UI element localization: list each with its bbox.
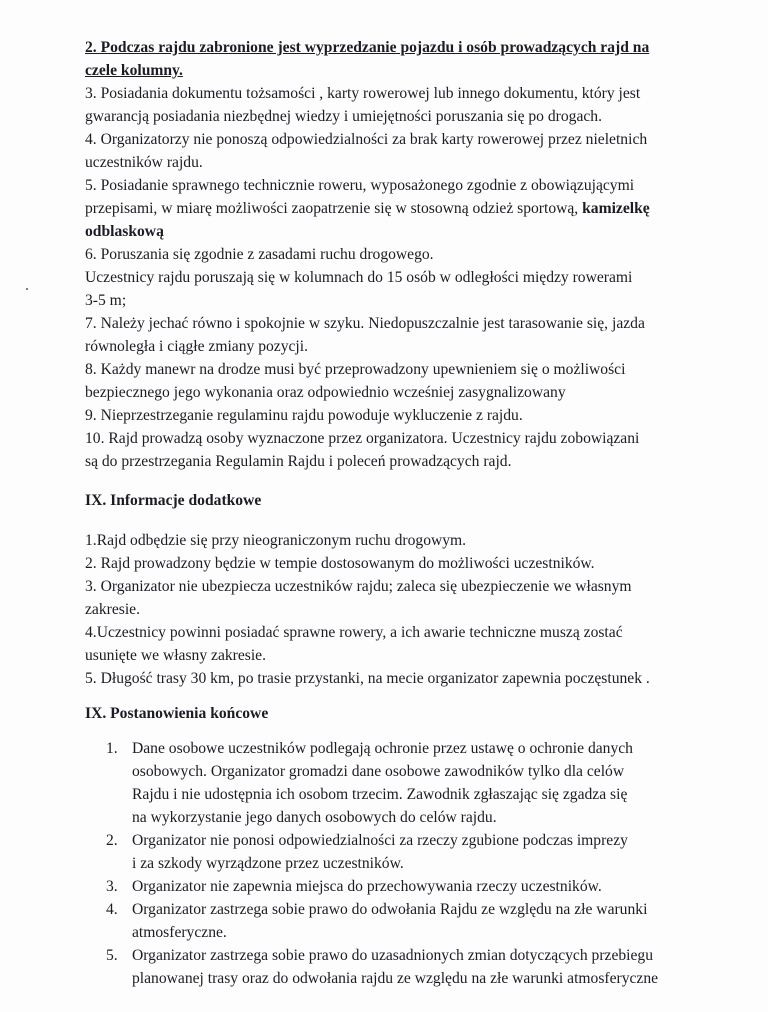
info-line: 3. Organizator nie ubezpiecza uczestników rajdu; zaleca się ubezpieczenie we własnym [85, 578, 632, 595]
rule-line: 3-5 m; [85, 292, 127, 309]
scan-speck [26, 288, 28, 290]
info-line: zakresie. [85, 601, 140, 618]
final-item-1 [85, 737, 710, 829]
info-line: 1.Rajd odbędzie się przy nieograniczonym ruchu drogowym. [85, 532, 467, 549]
rule-text: przepisami, w miarę możliwości zaopatrzenie się w stosowną odzież sportową, [85, 200, 583, 217]
rule-bold-text: kamizelkę [582, 200, 650, 217]
final-line: na wykorzystanie jego danych osobowych do celów rajdu. [132, 809, 497, 826]
info-item [85, 529, 710, 552]
rule-line: gwarancją posiadania niezbędnej wiedzy i umiejętności poruszania się po drogach. [85, 108, 602, 125]
final-line: osobowych. Organizator gromadzi dane osobowe zawodników tylko dla celów [132, 763, 625, 780]
info-item [85, 667, 710, 690]
list-number: 3. [106, 878, 118, 895]
rule-line: 4. Organizatorzy nie ponoszą odpowiedzialności za brak karty rowerowej przez nieletnich [85, 131, 648, 148]
final-line: Dane osobowe uczestników podlegają ochronie przez ustawę o ochronie danych [132, 740, 633, 757]
rule-line [85, 197, 710, 220]
rule-9 [85, 404, 710, 427]
document-content [85, 36, 710, 990]
list-number: 2. [106, 832, 118, 849]
rule-5 [85, 174, 710, 243]
final-item-4 [85, 898, 710, 944]
info-item [85, 552, 710, 575]
rule-2-heading [85, 36, 710, 82]
final-provisions-list [85, 737, 710, 990]
rule-line: 10. Rajd prowadzą osoby wyznaczone przez organizatora. Uczestnicy rajdu zobowiązani [85, 430, 640, 447]
section-title-info: IX. Informacje dodatkowe [85, 492, 262, 509]
final-line: i za szkody wyrządzone przez uczestników. [132, 855, 404, 872]
rule-7 [85, 312, 710, 358]
rule-line: bezpiecznego jego wykonania oraz odpowiednio wcześniej zasygnalizowany [85, 384, 566, 401]
final-line: Organizator zastrzega sobie prawo do uzasadnionych zmian dotyczących przebiegu [132, 947, 654, 964]
info-line: 2. Rajd prowadzony będzie w tempie dostosowanym do możliwości uczestników. [85, 555, 595, 572]
info-list [85, 529, 710, 690]
final-item-5 [85, 944, 710, 990]
final-item-3 [85, 875, 710, 898]
final-line: Organizator nie zapewnia miejsca do przechowywania rzeczy uczestników. [132, 878, 602, 895]
rule-line: równoległa i ciągłe zmiany pozycji. [85, 338, 308, 355]
final-line: Rajdu i nie udostępnia ich osobom trzecim. Zawodnik zgłaszając się zgadza się [132, 786, 628, 803]
final-item-2 [85, 829, 710, 875]
rule-4 [85, 128, 710, 174]
final-line: Organizator zastrzega sobie prawo do odwołania Rajdu ze względu na złe warunki [132, 901, 648, 918]
info-line: usunięte we własny zakresie. [85, 647, 266, 664]
rule-3 [85, 82, 710, 128]
info-item [85, 575, 710, 621]
rule-line: 7. Należy jechać równo i spokojnie w szyku. Niedopuszczalnie jest tarasowanie się, jazda [85, 315, 645, 332]
final-line: Organizator nie ponosi odpowiedzialności za rzeczy zgubione podczas imprezy [132, 832, 628, 849]
rule-line: Uczestnicy rajdu poruszają się w kolumnach do 15 osób w odległości między rowerami [85, 269, 633, 286]
final-line: planowanej trasy oraz do odwołania rajdu ze względu na złe warunki atmosferyczne [132, 970, 659, 987]
rule-line: 9. Nieprzestrzeganie regulaminu rajdu powoduje wykluczenie z rajdu. [85, 407, 523, 424]
rule-10 [85, 427, 710, 473]
rule-8 [85, 358, 710, 404]
rule-line: odblaskową [85, 223, 164, 240]
list-number: 5. [106, 947, 118, 964]
info-line: 4.Uczestnicy powinni posiadać sprawne rowery, a ich awarie techniczne muszą zostać [85, 624, 623, 641]
info-item [85, 621, 710, 667]
rule-line: uczestników rajdu. [85, 154, 203, 171]
rule-6 [85, 243, 710, 312]
rule-line: 3. Posiadania dokumentu tożsamości , karty rowerowej lub innego dokumentu, który jest [85, 85, 641, 102]
list-number: 1. [106, 740, 118, 757]
rule-line: są do przestrzegania Regulamin Rajdu i poleceń prowadzących rajd. [85, 453, 512, 470]
rule-line: 5. Posiadanie sprawnego technicznie roweru, wyposażonego zgodnie z obowiązującymi [85, 177, 635, 194]
rule-line: 6. Poruszania się zgodnie z zasadami ruchu drogowego. [85, 246, 434, 263]
list-number: 4. [106, 901, 118, 918]
rule-2-line-2: czele kolumny. [85, 62, 183, 79]
info-line: 5. Długość trasy 30 km, po trasie przystanki, na mecie organizator zapewnia poczęstunek . [85, 670, 650, 687]
final-line: atmosferyczne. [132, 924, 227, 941]
rule-line: 8. Każdy manewr na drodze musi być przeprowadzony upewnieniem się o możliwości [85, 361, 626, 378]
section-title-final: IX. Postanowienia końcowe [85, 705, 269, 722]
rule-2-line-1: 2. Podczas rajdu zabronione jest wyprzedzanie pojazdu i osób prowadzących rajd na [85, 39, 650, 56]
